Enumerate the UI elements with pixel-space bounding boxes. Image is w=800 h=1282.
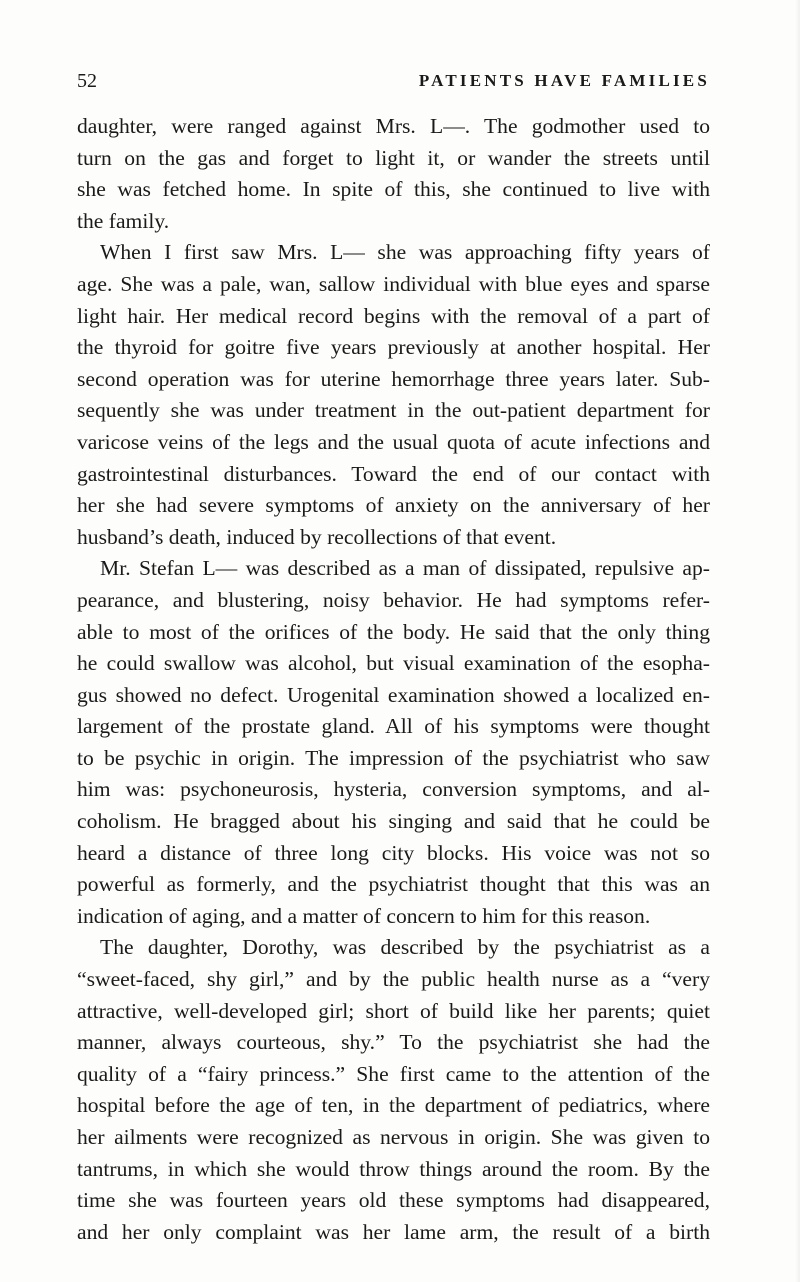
page-edge [794, 0, 800, 1282]
text-line: husband’s death, induced by recollections of that event. [77, 524, 557, 549]
text-line: Mr. Stefan L— was described as a man of dissipated, repulsive ap- [100, 556, 710, 581]
body-text [77, 111, 710, 1248]
text-line: second operation was for uterine hemorrhage three years later. Sub- [77, 366, 710, 391]
text-line: The daughter, Dorothy, was described by the psychiatrist as a [100, 935, 710, 960]
text-line: attractive, well-developed girl; short of build like her parents; quiet [77, 998, 710, 1023]
text-line: daughter, were ranged against Mrs. L—. The godmother used to [77, 114, 710, 138]
text-line: coholism. He bragged about his singing and said that he could be [77, 809, 710, 834]
text-line: her ailments were recognized as nervous in origin. She was given to [77, 1125, 710, 1149]
running-head: PATIENTS HAVE FAMILIES [418, 71, 710, 90]
page-number: 52 [77, 70, 97, 92]
page-header [77, 66, 710, 96]
text-line: largement of the prostate gland. All of his symptoms were thought [77, 714, 710, 739]
text-line: to be psychic in origin. The impression of the psychiatrist who saw [77, 745, 710, 770]
text-line: manner, always courteous, shy.” To the psychiatrist she had the [77, 1030, 710, 1055]
text-line: powerful as formerly, and the psychiatrist thought that this was an [77, 872, 710, 897]
text-line: age. She was a pale, wan, sallow individual with blue eyes and sparse [77, 271, 710, 296]
text-line: sequently she was under treatment in the out-patient department for [77, 398, 710, 423]
text-line: gus showed no defect. Urogenital examination showed a localized en- [77, 682, 710, 707]
text-line: he could swallow was alcohol, but visual examination of the esopha- [77, 651, 710, 676]
text-line: quality of a “fairy princess.” She first came to the attention of the [77, 1061, 710, 1086]
text-line: light hair. Her medical record begins with the removal of a part of [77, 303, 710, 328]
text-line: pearance, and blustering, noisy behavior. He had symptoms refer- [77, 587, 710, 612]
text-line: turn on the gas and forget to light it, or wander the streets until [77, 145, 710, 170]
text-line: the family. [77, 208, 170, 233]
text-line: When I first saw Mrs. L— she was approaching fifty years of [100, 240, 710, 265]
text-line: hospital before the age of ten, in the department of pediatrics, where [77, 1093, 710, 1118]
text-line: she was fetched home. In spite of this, she continued to live with [77, 177, 710, 202]
text-line: time she was fourteen years old these symptoms had disappeared, [77, 1188, 710, 1213]
text-line: heard a distance of three long city blocks. His voice was not so [77, 840, 710, 865]
text-line: “sweet-faced, shy girl,” and by the public health nurse as a “very [77, 967, 710, 992]
text-line: her she had severe symptoms of anxiety on the anniversary of her [77, 493, 710, 518]
text-line: him was: psychoneurosis, hysteria, conversion symptoms, and al- [77, 777, 710, 802]
text-line: the thyroid for goitre five years previously at another hospital. Her [77, 335, 710, 360]
text-line: gastrointestinal disturbances. Toward the end of our contact with [77, 461, 710, 486]
text-line: varicose veins of the legs and the usual quota of acute infections and [77, 429, 710, 454]
text-line: indication of aging, and a matter of concern to him for this reason. [77, 903, 651, 928]
text-line: tantrums, in which she would throw things around the room. By the [77, 1156, 710, 1181]
text-line: and her only complaint was her lame arm, the result of a birth [77, 1219, 710, 1244]
text-line: able to most of the orifices of the body. He said that the only thing [77, 619, 710, 644]
